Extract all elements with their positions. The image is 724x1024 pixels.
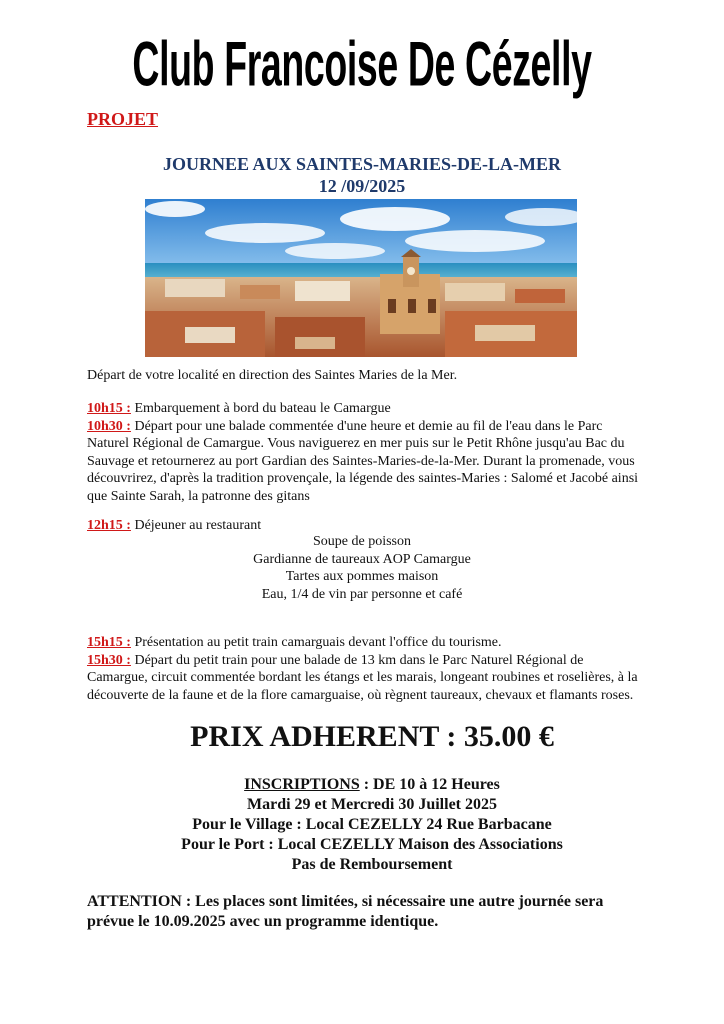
schedule-item-1515 xyxy=(87,634,647,652)
project-label: PROJET xyxy=(87,109,159,129)
schedule-text: Embarquement à bord du bateau le Camargue xyxy=(130,401,391,416)
menu-item: Eau, 1/4 de vin par personne et café xyxy=(261,586,463,602)
afternoon-schedule xyxy=(87,634,647,704)
time-label: 15h15 : xyxy=(87,635,131,650)
schedule-item-1015 xyxy=(87,400,647,418)
schedule-item-1030 xyxy=(87,418,647,506)
time-label: 12h15 : xyxy=(87,518,131,533)
member-price: PRIX ADHERENT : 35.00 € xyxy=(190,720,554,753)
schedule-text: Départ du petit train pour une balade de 13 km dans le Parc Naturel Régional de Camargue, circuit commentée bordant les étangs et les marais, longeant roubines et roselières, à la découverte de la faune et de la flore camarguaise, où règnent taureaux, chevaux et flamants roses. xyxy=(87,652,638,703)
club-title: Club Francoise De Cézelly xyxy=(132,29,592,101)
inscriptions-label: INSCRIPTIONS xyxy=(244,776,360,793)
lunch-item xyxy=(87,517,647,535)
event-date: 12 /09/2025 xyxy=(318,176,406,196)
intro-text: Départ de votre localité en direction des Saintes Maries de la Mer. xyxy=(87,368,458,383)
inscriptions-time: : DE 10 à 12 Heures xyxy=(359,776,500,793)
schedule-text: Présentation au petit train camarguais devant l'office du tourisme. xyxy=(130,635,502,650)
menu-item: Gardianne de taureaux AOP Camargue xyxy=(253,551,471,567)
menu-item: Tartes aux pommes maison xyxy=(285,569,439,585)
time-label: 10h15 : xyxy=(87,401,131,416)
attention-note: ATTENTION : Les places sont limitées, si nécessaire une autre journée sera prévue le 10.09.2025 avec un programme identique. xyxy=(87,893,604,930)
morning-schedule xyxy=(87,400,647,506)
schedule-item-1530 xyxy=(87,652,647,705)
inscriptions-dates: Mardi 29 et Mercredi 30 Juillet 2025 xyxy=(246,796,497,813)
menu-item: Soupe de poisson xyxy=(313,534,411,549)
schedule-text: Départ pour une balade commentée d'une heure et demie au fil de l'eau dans le Parc Naturel Régional de Camargue. Vous naviguerez en mer puis sur le Petit Rhône jusqu'au Bac du Sauvage et retournerez au port Gardian des Saintes-Maries-de-la-Mer. Durant la promenade, vous découvrirez, d'après la tradition provençale, la légende des saintes-Maries : Salomé et Jacobé ainsi que Sainte Sarah, la patronne des gitans xyxy=(87,418,639,504)
inscriptions-port: Pour le Port : Local CEZELLY Maison des Associations xyxy=(181,836,563,853)
inscriptions-block xyxy=(0,775,724,875)
refund-note: Pas de Remboursement xyxy=(291,856,453,873)
town-photo xyxy=(145,199,577,357)
inscriptions-hours xyxy=(0,775,724,795)
time-label: 15h30 : xyxy=(87,652,131,668)
time-label: 10h30 : xyxy=(87,418,131,434)
menu-list xyxy=(0,533,724,603)
schedule-text: Déjeuner au restaurant xyxy=(130,518,262,533)
inscriptions-village: Pour le Village : Local CEZELLY 24 Rue Barbacane xyxy=(192,816,552,833)
event-title: JOURNEE AUX SAINTES-MARIES-DE-LA-MER xyxy=(162,154,562,174)
